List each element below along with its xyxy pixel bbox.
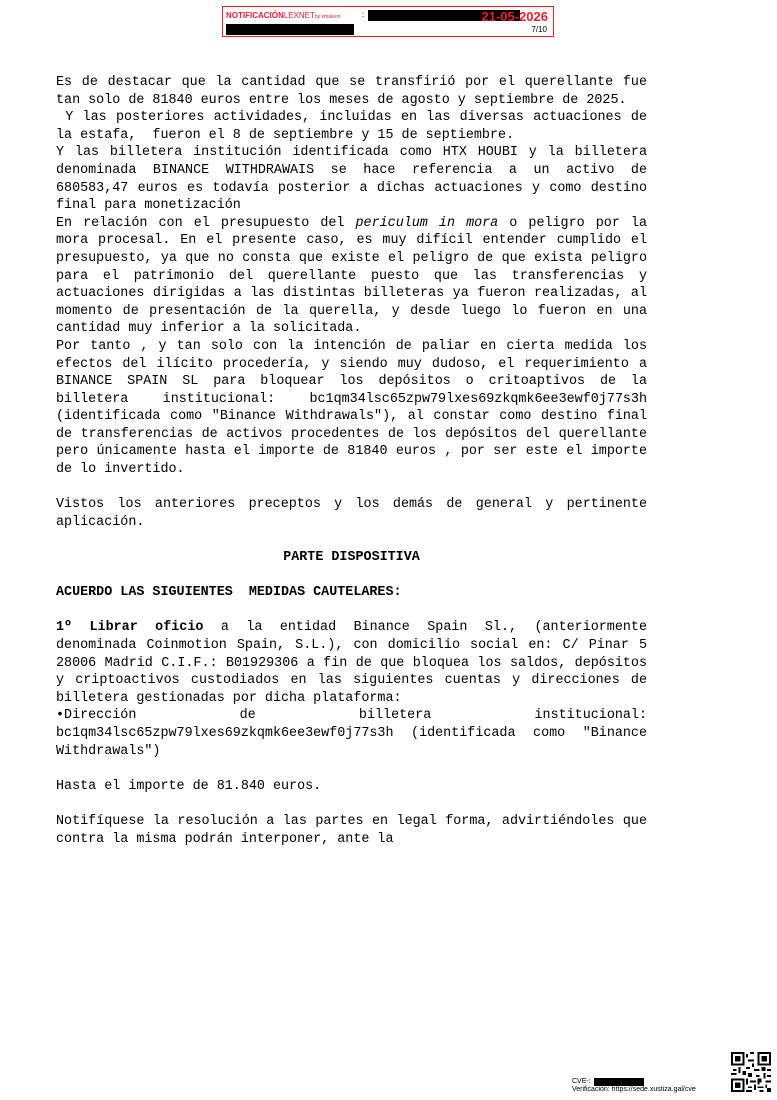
notification-header bbox=[222, 6, 554, 37]
emphasis-text: periculum in mora bbox=[355, 215, 499, 231]
section-heading: PARTE DISPOSITIVA bbox=[283, 550, 420, 566]
verification-footer bbox=[572, 1078, 696, 1094]
subheading: ACUERDO LAS SIGUIENTES MEDIDAS CAUTELARES: bbox=[56, 585, 402, 601]
paragraph: Y las posteriores actividades, incluidas en las diversas actuaciones de la estafa, fueron el 8 de septiembre y 15 de septiembre. bbox=[56, 110, 656, 143]
page-number: 7/10 bbox=[531, 25, 547, 34]
paragraph: 1º Librar oficio a la entidad Binance Spain Sl., (anteriormente denominada Coinmotion Spain, S.L.), con domicilio social en: C/ Pinar 5 28006 Madrid C.I.F.: B01929306 a fin de que bloquea los saldos, depósitos y criptoactivos custodiados en las siguientes cuentas y direcciones de billetera gestionadas por dicha plataforma: bbox=[56, 620, 647, 706]
notification-date: 21-05-2026 bbox=[481, 9, 548, 24]
qr-code-icon bbox=[731, 1052, 771, 1092]
bold-lead: 1º Librar oficio bbox=[56, 620, 204, 636]
paragraph: •Dirección de billetera institucional: bc1qm34lsc65zpw79lxes69zkqmk6ee3ewf0j77s3h (identificada como "Binance Withdrawals") bbox=[56, 708, 647, 759]
document-body bbox=[56, 74, 656, 848]
notification-label: NOTIFICACIÓNLEXNETby kmaleon bbox=[226, 11, 341, 20]
paragraph: Notifíquese la resolución a las partes en legal forma, advirtiéndoles que contra la misma podrán interponer, ante la bbox=[56, 813, 647, 847]
paragraph: Es de destacar que la cantidad que se transfirió por el querellante fue tan solo de 81840 euros entre los meses de agosto y septiembre de 2025. bbox=[56, 75, 647, 108]
paragraph: Hasta el importe de 81.840 euros. bbox=[56, 778, 322, 794]
paragraph: Por tanto , y tan solo con la intención de paliar en cierta medida los efectos del ilícito procedería, y siendo muy dudoso, el requerimiento a BINANCE SPAIN SL para bloquear los depósitos o critoaptivos de la billetera institucional: bc1qm34lsc65zpw79lxes69zkqmk6ee3ewf0j77s3h (identificada como "Binance Withdrawals"), al constar como destino final de transferencias de activos procedentes de los depósitos del querellante pero únicamente hasta el importe de 81840 euros , por ser este el importe de lo invertido. bbox=[56, 338, 647, 478]
paragraph: En relación con el presupuesto del periculum in mora o peligro por la mora procesal. En el presente caso, es muy difícil entender cumplido el presupuesto, ya que no consta que existe el peligro de que exista peligro para el patrimonio del querellante puesto que las transferencias y actuaciones dirigidas a las distintas billeteras ya fueron realizadas, al momento de presentación de la querella, y desde luego lo fueron en una cantidad muy inferior a la solicitada. bbox=[56, 215, 648, 337]
redacted-block bbox=[226, 24, 354, 35]
notification-colon: : bbox=[362, 10, 365, 19]
paragraph: Vistos los anteriores preceptos y los demás de general y pertinente aplicación. bbox=[56, 497, 647, 530]
verification-url[interactable]: Verificación: https://sede.xustiza.gal/cve bbox=[572, 1086, 696, 1093]
redacted-block bbox=[594, 1078, 644, 1086]
paragraph: Y las billetera institución identificada como HTX HOUBI y la billetera denominada BINANCE WITHDRAWAIS se hace referencia a un activo de 680583,47 euros es todavía posterior a dichas actuaciones y como destino final para monetización bbox=[56, 145, 647, 214]
cve-label: CVE-: bbox=[572, 1078, 591, 1085]
